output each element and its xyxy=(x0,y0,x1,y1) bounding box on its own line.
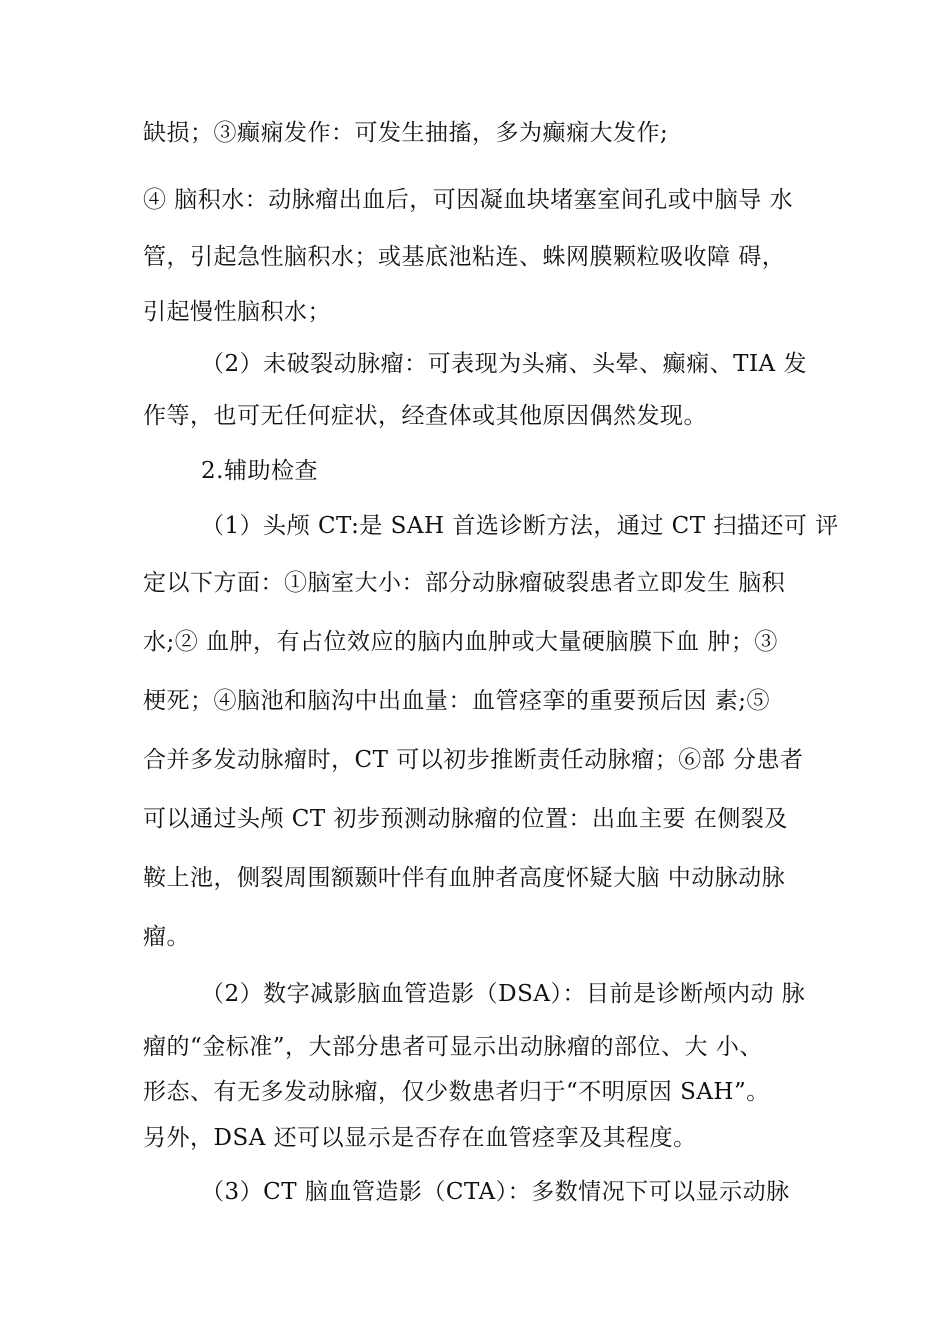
text-line: 合并多发动脉瘤时，CT 可以初步推断责任动脉瘤；⑥部 分患者 xyxy=(143,747,804,773)
section-heading: 2.辅助检查 xyxy=(201,458,318,484)
text-line: 引起慢性脑积水； xyxy=(143,299,331,325)
text-line: 形态、有无多发动脉瘤，仅少数患者归于“不明原因 SAH”。 xyxy=(143,1079,770,1105)
text-line: 水;② 血肿，有占位效应的脑内血肿或大量硬脑膜下血 肿；③ xyxy=(143,629,778,655)
text-line: ④ 脑积水：动脉瘤出血后，可因凝血块堵塞室间孔或中脑导 水 xyxy=(143,187,794,213)
text-line: 管，引起急性脑积水；或基底池粘连、蛛网膜颗粒吸收障 碍， xyxy=(143,244,786,270)
text-line: 缺损；③癫痫发作：可发生抽搐，多为癫痫大发作; xyxy=(143,120,669,146)
text-line: 定以下方面：①脑室大小：部分动脉瘤破裂患者立即发生 脑积 xyxy=(143,570,786,596)
text-line: 瘤的“金标准”，大部分患者可显示出动脉瘤的部位、大 小、 xyxy=(143,1034,763,1060)
text-line: （1）头颅 CT:是 SAH 首选诊断方法，通过 CT 扫描还可 评 xyxy=(201,513,839,539)
text-line: （3）CT 脑血管造影（CTA）：多数情况下可以显示动脉 xyxy=(201,1179,790,1205)
text-line: （2）数字减影脑血管造影（DSA）：目前是诊断颅内动 脉 xyxy=(201,981,806,1007)
text-line: （2）未破裂动脉瘤：可表现为头痛、头晕、癫痫、TIA 发 xyxy=(201,351,807,377)
text-line: 梗死；④脑池和脑沟中出血量：血管痉挛的重要预后因 素;⑤ xyxy=(143,688,771,714)
text-line: 作等，也可无任何症状，经查体或其他原因偶然发现。 xyxy=(143,403,707,429)
text-line: 可以通过头颅 CT 初步预测动脉瘤的位置：出血主要 在侧裂及 xyxy=(143,806,788,832)
text-line: 鞍上池，侧裂周围额颞叶伴有血肿者高度怀疑大脑 中动脉动脉 xyxy=(143,865,786,891)
text-line: 另外，DSA 还可以显示是否存在血管痉挛及其程度。 xyxy=(143,1125,697,1151)
text-line: 瘤。 xyxy=(143,924,190,950)
